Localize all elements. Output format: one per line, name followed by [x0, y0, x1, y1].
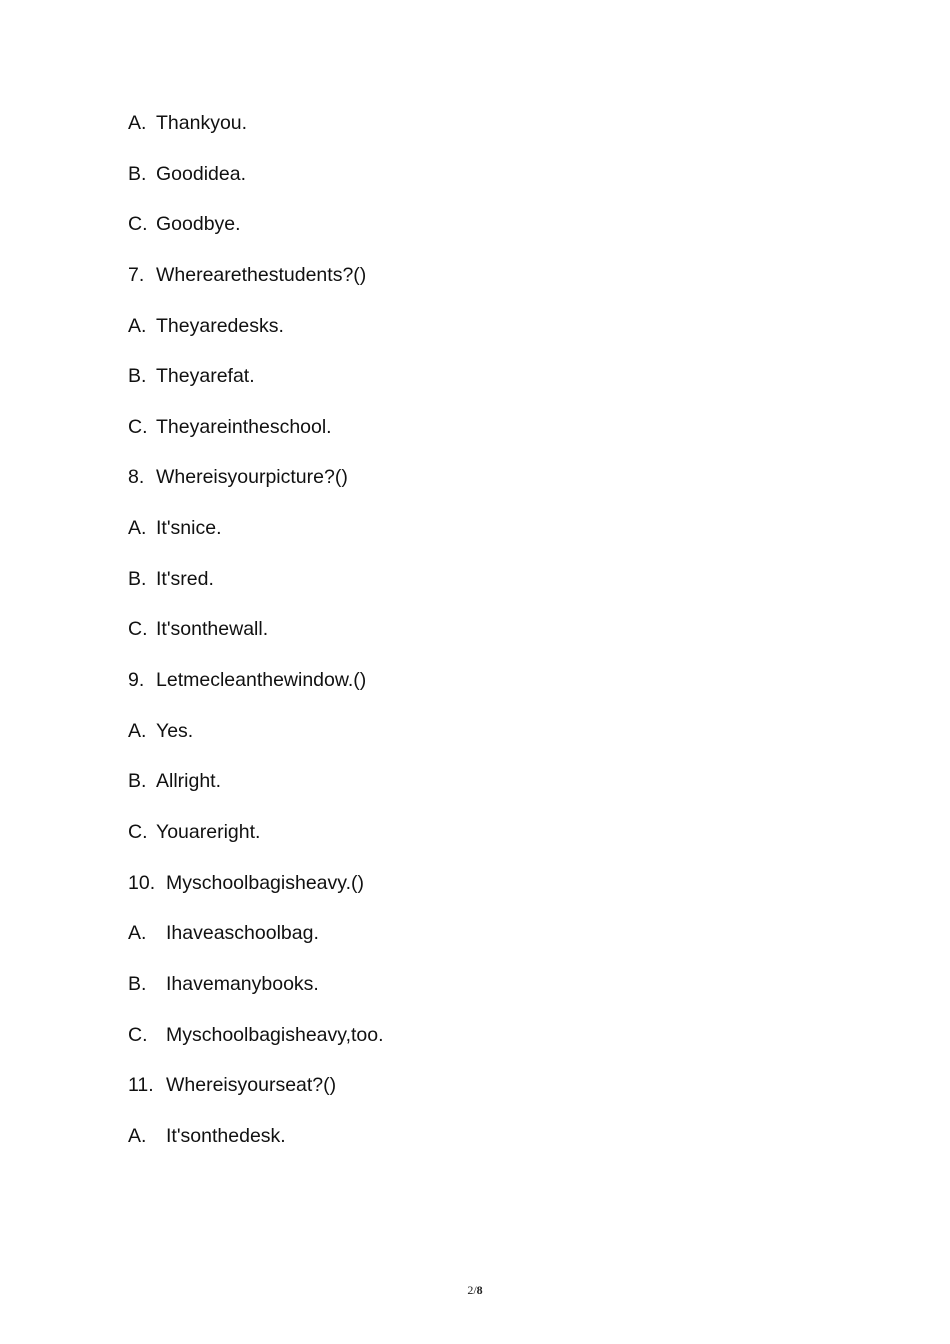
line-marker: B. — [128, 162, 147, 185]
page-number — [0, 1283, 950, 1298]
line-marker: A. — [128, 517, 147, 540]
line-marker: C. — [128, 415, 148, 438]
option-line — [128, 1022, 828, 1073]
option-line — [128, 566, 828, 617]
line-text: Goodbye. — [156, 213, 241, 236]
line-marker: 11. — [128, 1074, 154, 1097]
line-text: Ihavemanybooks. — [166, 972, 319, 995]
line-marker: 10. — [128, 871, 156, 894]
line-marker: A. — [128, 922, 147, 945]
line-text: Ihaveaschoolbag. — [166, 922, 319, 945]
line-marker: C. — [128, 213, 148, 236]
line-marker: 7. — [128, 263, 145, 286]
line-text: Myschoolbagisheavy.() — [166, 871, 364, 894]
line-text: It'sonthewall. — [156, 618, 269, 641]
line-marker: B. — [128, 567, 147, 590]
line-marker: B. — [128, 972, 147, 995]
question-line — [128, 464, 828, 515]
option-line — [128, 1123, 828, 1174]
question-line — [128, 1072, 828, 1123]
line-marker: B. — [128, 365, 147, 388]
option-line — [128, 363, 828, 414]
line-text: Whereisyourpicture?() — [156, 466, 348, 489]
line-text: Allright. — [156, 770, 222, 793]
page-current: 2 — [467, 1283, 474, 1297]
option-line — [128, 971, 828, 1022]
line-marker: A. — [128, 314, 147, 337]
option-line — [128, 161, 828, 212]
page-separator: / — [473, 1283, 477, 1297]
option-line — [128, 718, 828, 769]
option-line — [128, 515, 828, 566]
option-line — [128, 211, 828, 262]
question-line — [128, 262, 828, 313]
line-text: Theyareintheschool. — [156, 415, 332, 438]
question-line — [128, 870, 828, 921]
option-line — [128, 819, 828, 870]
line-text: Theyarefat. — [156, 365, 255, 388]
option-line — [128, 768, 828, 819]
line-marker: A. — [128, 719, 147, 742]
line-text: It'sred. — [156, 567, 214, 590]
line-text: Theyaredesks. — [156, 314, 284, 337]
line-marker: A. — [128, 112, 147, 134]
line-marker: A. — [128, 1124, 147, 1147]
line-text: Goodidea. — [156, 162, 246, 185]
line-text: Letmecleanthewindow.() — [156, 669, 367, 692]
option-line — [128, 110, 828, 161]
line-text: Yes. — [156, 719, 194, 742]
line-marker: B. — [128, 770, 147, 793]
line-text: Wherearethestudents?() — [156, 263, 367, 286]
line-text: It'snice. — [156, 517, 222, 540]
option-line — [128, 616, 828, 667]
line-marker: 9. — [128, 669, 145, 692]
line-text: Thankyou. — [156, 112, 248, 134]
line-text: Youareright. — [156, 820, 261, 843]
line-marker: C. — [128, 618, 148, 641]
line-marker: C. — [128, 1023, 148, 1046]
line-text: Myschoolbagisheavy,too. — [166, 1023, 384, 1046]
option-line — [128, 920, 828, 971]
page-total: 8 — [476, 1283, 483, 1297]
line-text: It'sonthedesk. — [166, 1124, 286, 1147]
line-marker: 8. — [128, 466, 145, 489]
question-list — [128, 110, 828, 1173]
line-marker: C. — [128, 820, 148, 843]
question-line — [128, 667, 828, 718]
option-line — [128, 414, 828, 465]
line-text: Whereisyourseat?() — [166, 1074, 337, 1097]
option-line — [128, 313, 828, 364]
